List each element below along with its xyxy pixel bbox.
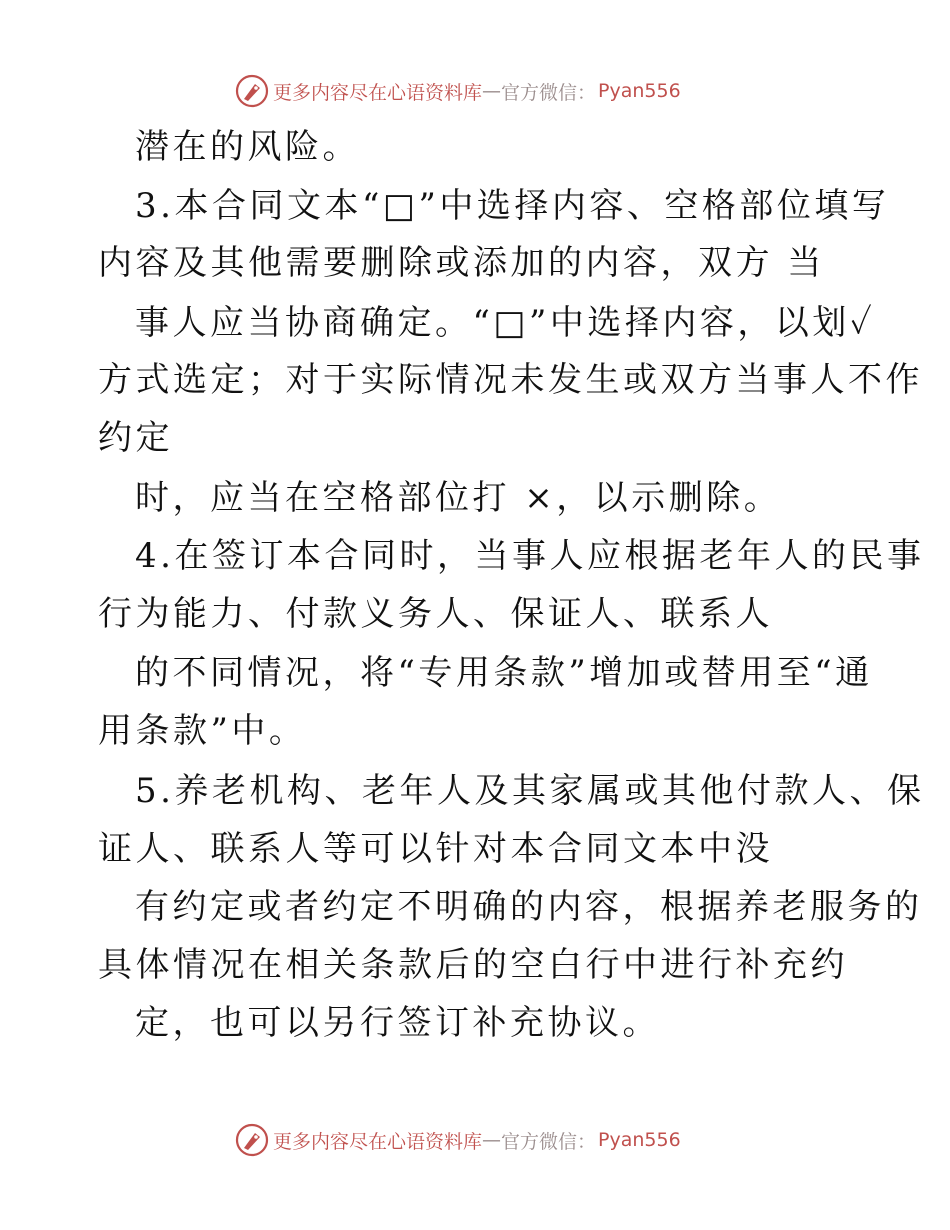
watermark-official-label: 官方微信：: [501, 81, 597, 104]
text-line: 4.在签订本合同时，当事人应根据老年人的民事: [135, 536, 925, 576]
pen-nib-logo-icon: [235, 1123, 269, 1157]
text-line: 内容及其他需要删除或添加的内容，双方 当: [98, 243, 825, 283]
text-line: 5.养老机构、老年人及其家属或其他付款人、保: [135, 771, 925, 811]
watermark-title: 更多内容尽在心语资料库: [273, 1130, 483, 1153]
text-line: 证人、联系人等可以针对本合同文本中没: [98, 829, 773, 869]
text-line: 潜在的风险。: [135, 127, 360, 167]
text-line: 事人应当协商确定。“□”中选择内容，以划✓: [135, 303, 876, 343]
footer-watermark: [235, 1122, 681, 1158]
text-line: 具体情况在相关条款后的空白行中进行补充约: [98, 945, 848, 985]
text-line: 时，应当在空格部位打 ×，以示删除。: [135, 478, 782, 518]
watermark-wechat-id: Pyan556: [598, 80, 681, 102]
text-line: 定，也可以另行签订补充协议。: [135, 1003, 660, 1043]
text-line: 3.本合同文本“□”中选择内容、空格部位填写: [135, 186, 890, 226]
watermark-official-label: 官方微信：: [501, 1130, 597, 1153]
watermark-wechat-id: Pyan556: [598, 1129, 681, 1151]
pen-nib-logo-icon: [235, 74, 269, 108]
watermark-title: 更多内容尽在心语资料库: [273, 81, 483, 104]
watermark-separator: —: [482, 80, 502, 102]
text-line: 有约定或者约定不明确的内容，根据养老服务的: [135, 887, 923, 927]
text-line: 用条款”中。: [98, 711, 307, 751]
text-line: 的不同情况，将“专用条款”增加或替用至“通: [135, 653, 873, 693]
text-line: 方式选定；对于实际情况未发生或双方当事人不作: [98, 360, 923, 400]
text-line: 约定: [98, 418, 173, 458]
text-line: 行为能力、付款义务人、保证人、联系人: [98, 594, 773, 634]
header-watermark: [235, 73, 681, 109]
watermark-separator: —: [482, 1129, 502, 1151]
